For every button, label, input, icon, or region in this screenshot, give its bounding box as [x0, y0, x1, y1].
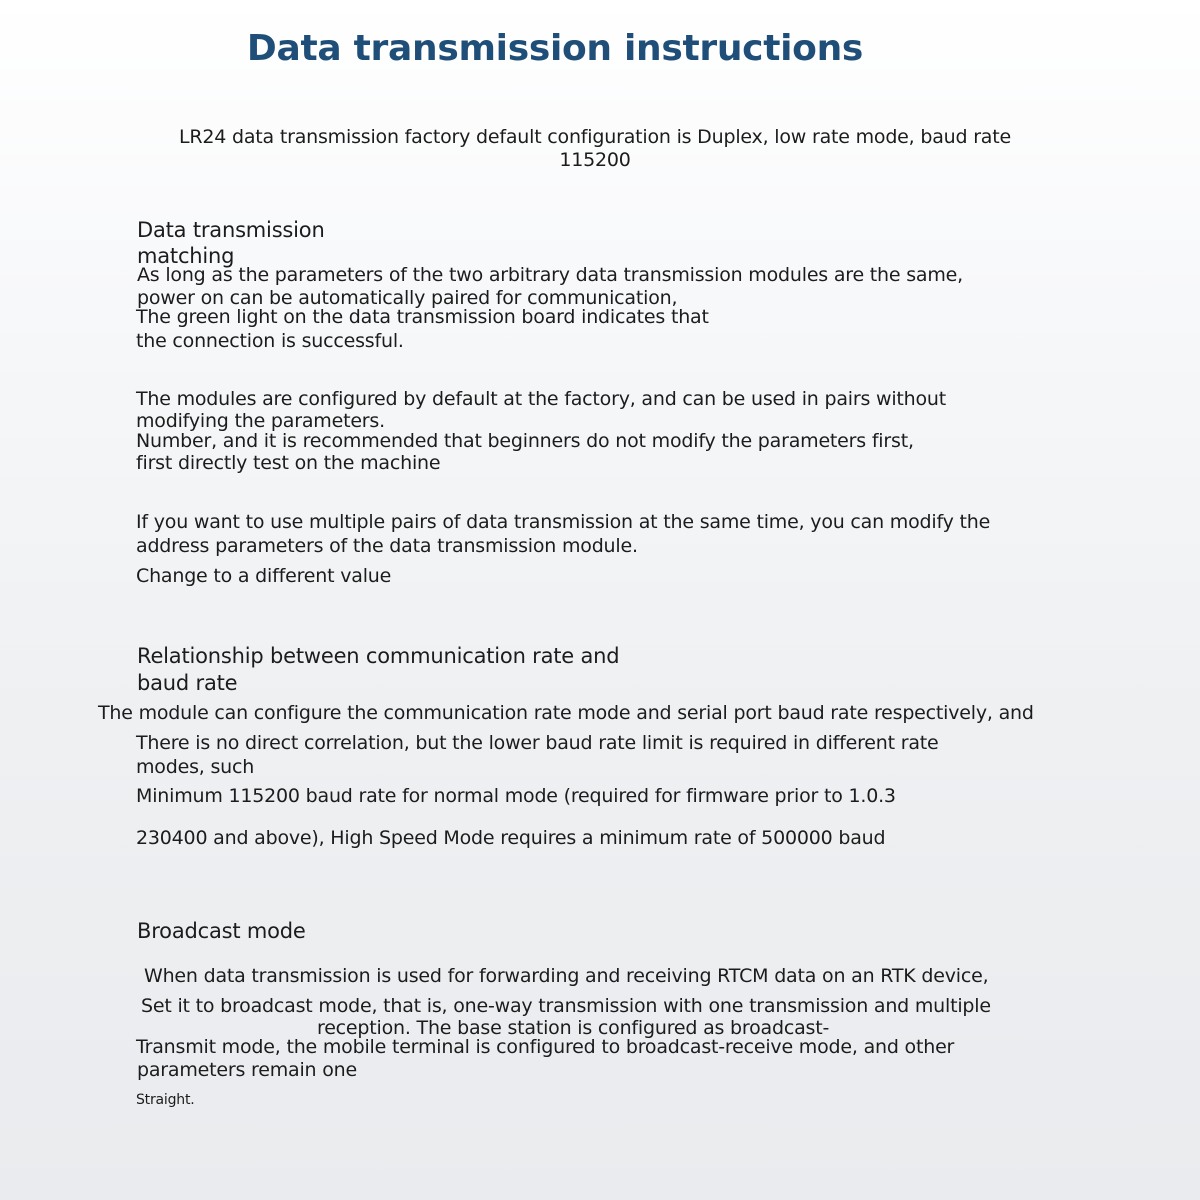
broadcast-line-2: Set it to broadcast mode, that is, one-way transmission with one transmission and multiple: [141, 995, 991, 1017]
page-title: Data transmission instructions: [246, 28, 864, 69]
multiple-line-3: Change to a different value: [136, 565, 392, 587]
defaults-line-4: first directly test on the machine: [136, 452, 441, 474]
matching-heading-line-1: Data transmission: [137, 218, 325, 242]
defaults-line-1: The modules are configured by default at the factory, and can be used in pairs without: [136, 388, 947, 410]
intro-line-2: 115200: [559, 149, 631, 171]
matching-line-1: As long as the parameters of the two arbitrary data transmission modules are the same,: [137, 264, 964, 286]
rate-line-1: The module can configure the communication rate mode and serial port baud rate respectively, and: [98, 702, 1034, 724]
matching-line-4: the connection is successful.: [136, 330, 404, 352]
rate-line-5: 230400 and above), High Speed Mode requires a minimum rate of 500000 baud: [136, 827, 886, 849]
matching-line-2: power on can be automatically paired for communication,: [137, 287, 678, 309]
multiple-line-2: address parameters of the data transmission module.: [136, 535, 638, 557]
rate-line-4: Minimum 115200 baud rate for normal mode (required for firmware prior to 1.0.3: [136, 785, 896, 807]
rate-line-2: There is no direct correlation, but the lower baud rate limit is required in different rate: [136, 732, 939, 754]
matching-line-3: The green light on the data transmission board indicates that: [136, 306, 709, 328]
defaults-line-2: modifying the parameters.: [136, 410, 385, 432]
broadcast-line-4: Transmit mode, the mobile terminal is configured to broadcast-receive mode, and other: [136, 1036, 955, 1058]
broadcast-line-1: When data transmission is used for forwarding and receiving RTCM data on an RTK device,: [144, 965, 989, 987]
multiple-line-1: If you want to use multiple pairs of data transmission at the same time, you can modify the: [136, 511, 991, 533]
matching-heading-line-2: matching: [137, 244, 235, 268]
broadcast-line-3: reception. The base station is configured as broadcast-: [317, 1017, 830, 1039]
rate-line-3: modes, such: [136, 756, 255, 778]
intro-line-1: LR24 data transmission factory default configuration is Duplex, low rate mode, baud rate: [179, 126, 1011, 148]
rate-heading-line-2: baud rate: [137, 671, 238, 695]
broadcast-line-6: Straight.: [136, 1092, 195, 1108]
broadcast-line-5: parameters remain one: [137, 1059, 357, 1081]
broadcast-heading: Broadcast mode: [137, 919, 306, 943]
defaults-line-3: Number, and it is recommended that beginners do not modify the parameters first,: [136, 430, 914, 452]
rate-heading-line-1: Relationship between communication rate and: [137, 644, 620, 668]
